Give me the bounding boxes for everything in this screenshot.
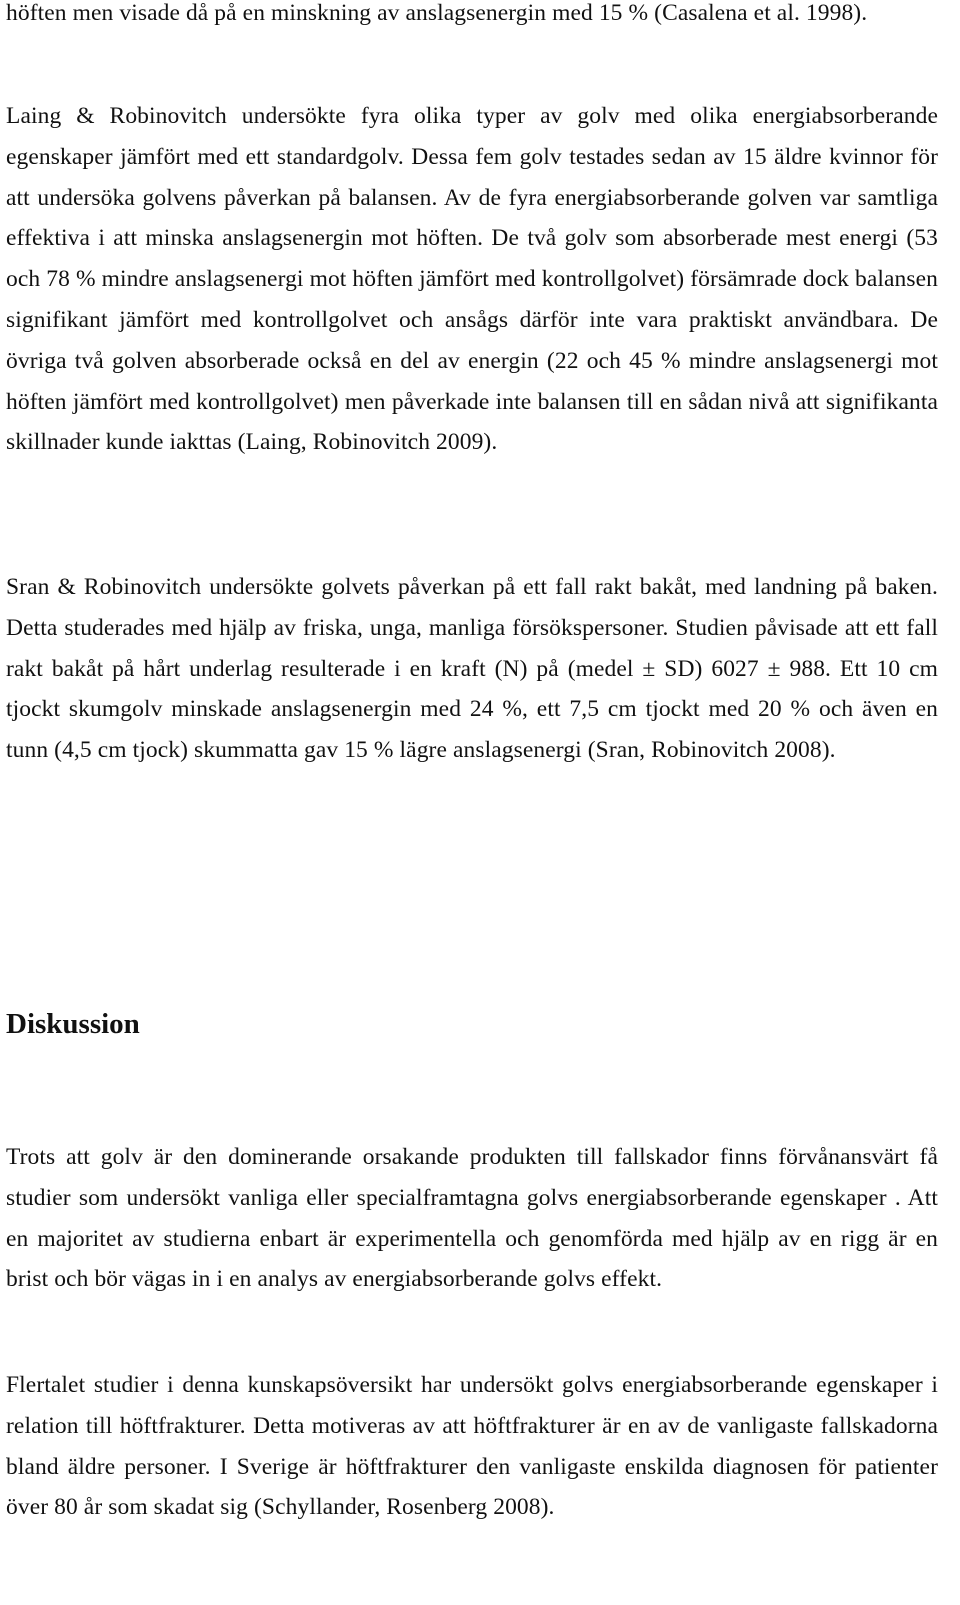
paragraph-casalena: höften men visade då på en minskning av anslagsenergin med 15 % (Casalena et al. 1998).	[6, 0, 868, 26]
paragraph-discussion-floors: Trots att golv är den dominerande orsakande produkten till fallskador finns förvånansvärt få studier som undersökt vanliga eller specialframtagna golvs energiabsorberande egenskaper . Att en majoritet av studierna enbart är experimentella och genomförda med hjälp av en rigg är en brist och bör vägas in i en analys av energiabsorberande golvs effekt.	[6, 1144, 938, 1293]
paragraph-discussion-hip-fractures: Flertalet studier i denna kunskapsöversikt har undersökt golvs energiabsorberande egenskaper i relation till höftfrakturer. Detta motiveras av att höftfrakturer är en av de vanligaste fallskadorna bland äldre personer. I Sverige är höftfrakturer den vanligaste enskilda diagnosen för patienter över 80 år som skadat sig (Schyllander, Rosenberg 2008).	[6, 1372, 938, 1521]
paragraph-sran-robinovitch: Sran & Robinovitch undersökte golvets påverkan på ett fall rakt bakåt, med landning på baken. Detta studerades med hjälp av friska, unga, manliga försökspersoner. Studien påvisade att ett fall rakt bakåt på hårt underlag resulterade i en kraft (N) på (medel ± SD) 6027 ± 988. Ett 10 cm tjockt skumgolv minskade anslagsenergin med 24 %, ett 7,5 cm tjockt med 20 % och även en tunn (4,5 cm tjock) skummatta gav 15 % lägre anslagsenergi (Sran, Robinovitch 2008).	[6, 574, 938, 764]
section-heading-diskussion: Diskussion	[6, 1008, 140, 1040]
paragraph-laing-robinovitch: Laing & Robinovitch undersökte fyra olika typer av golv med olika energiabsorberande egenskaper jämfört med ett standardgolv. Dessa fem golv testades sedan av 15 äldre kvinnor för att undersöka golvens påverkan på balansen. Av de fyra energiabsorberande golven var samtliga effektiva i att minska anslagsenergin mot höften. De två golv som absorberade mest energi (53 och 78 % mindre anslagsenergi mot höften jämfört med kontrollgolvet) försämrade dock balansen signifikant jämfört med kontrollgolvet och ansågs därför inte vara praktiskt användbara. De övriga två golven absorberade också en del av energin (22 och 45 % mindre anslagsenergi mot höften jämfört med kontrollgolvet) men påverkade inte balansen till en sådan nivå att signifikanta skillnader kunde iakttas (Laing, Robinovitch 2009).	[6, 103, 938, 456]
